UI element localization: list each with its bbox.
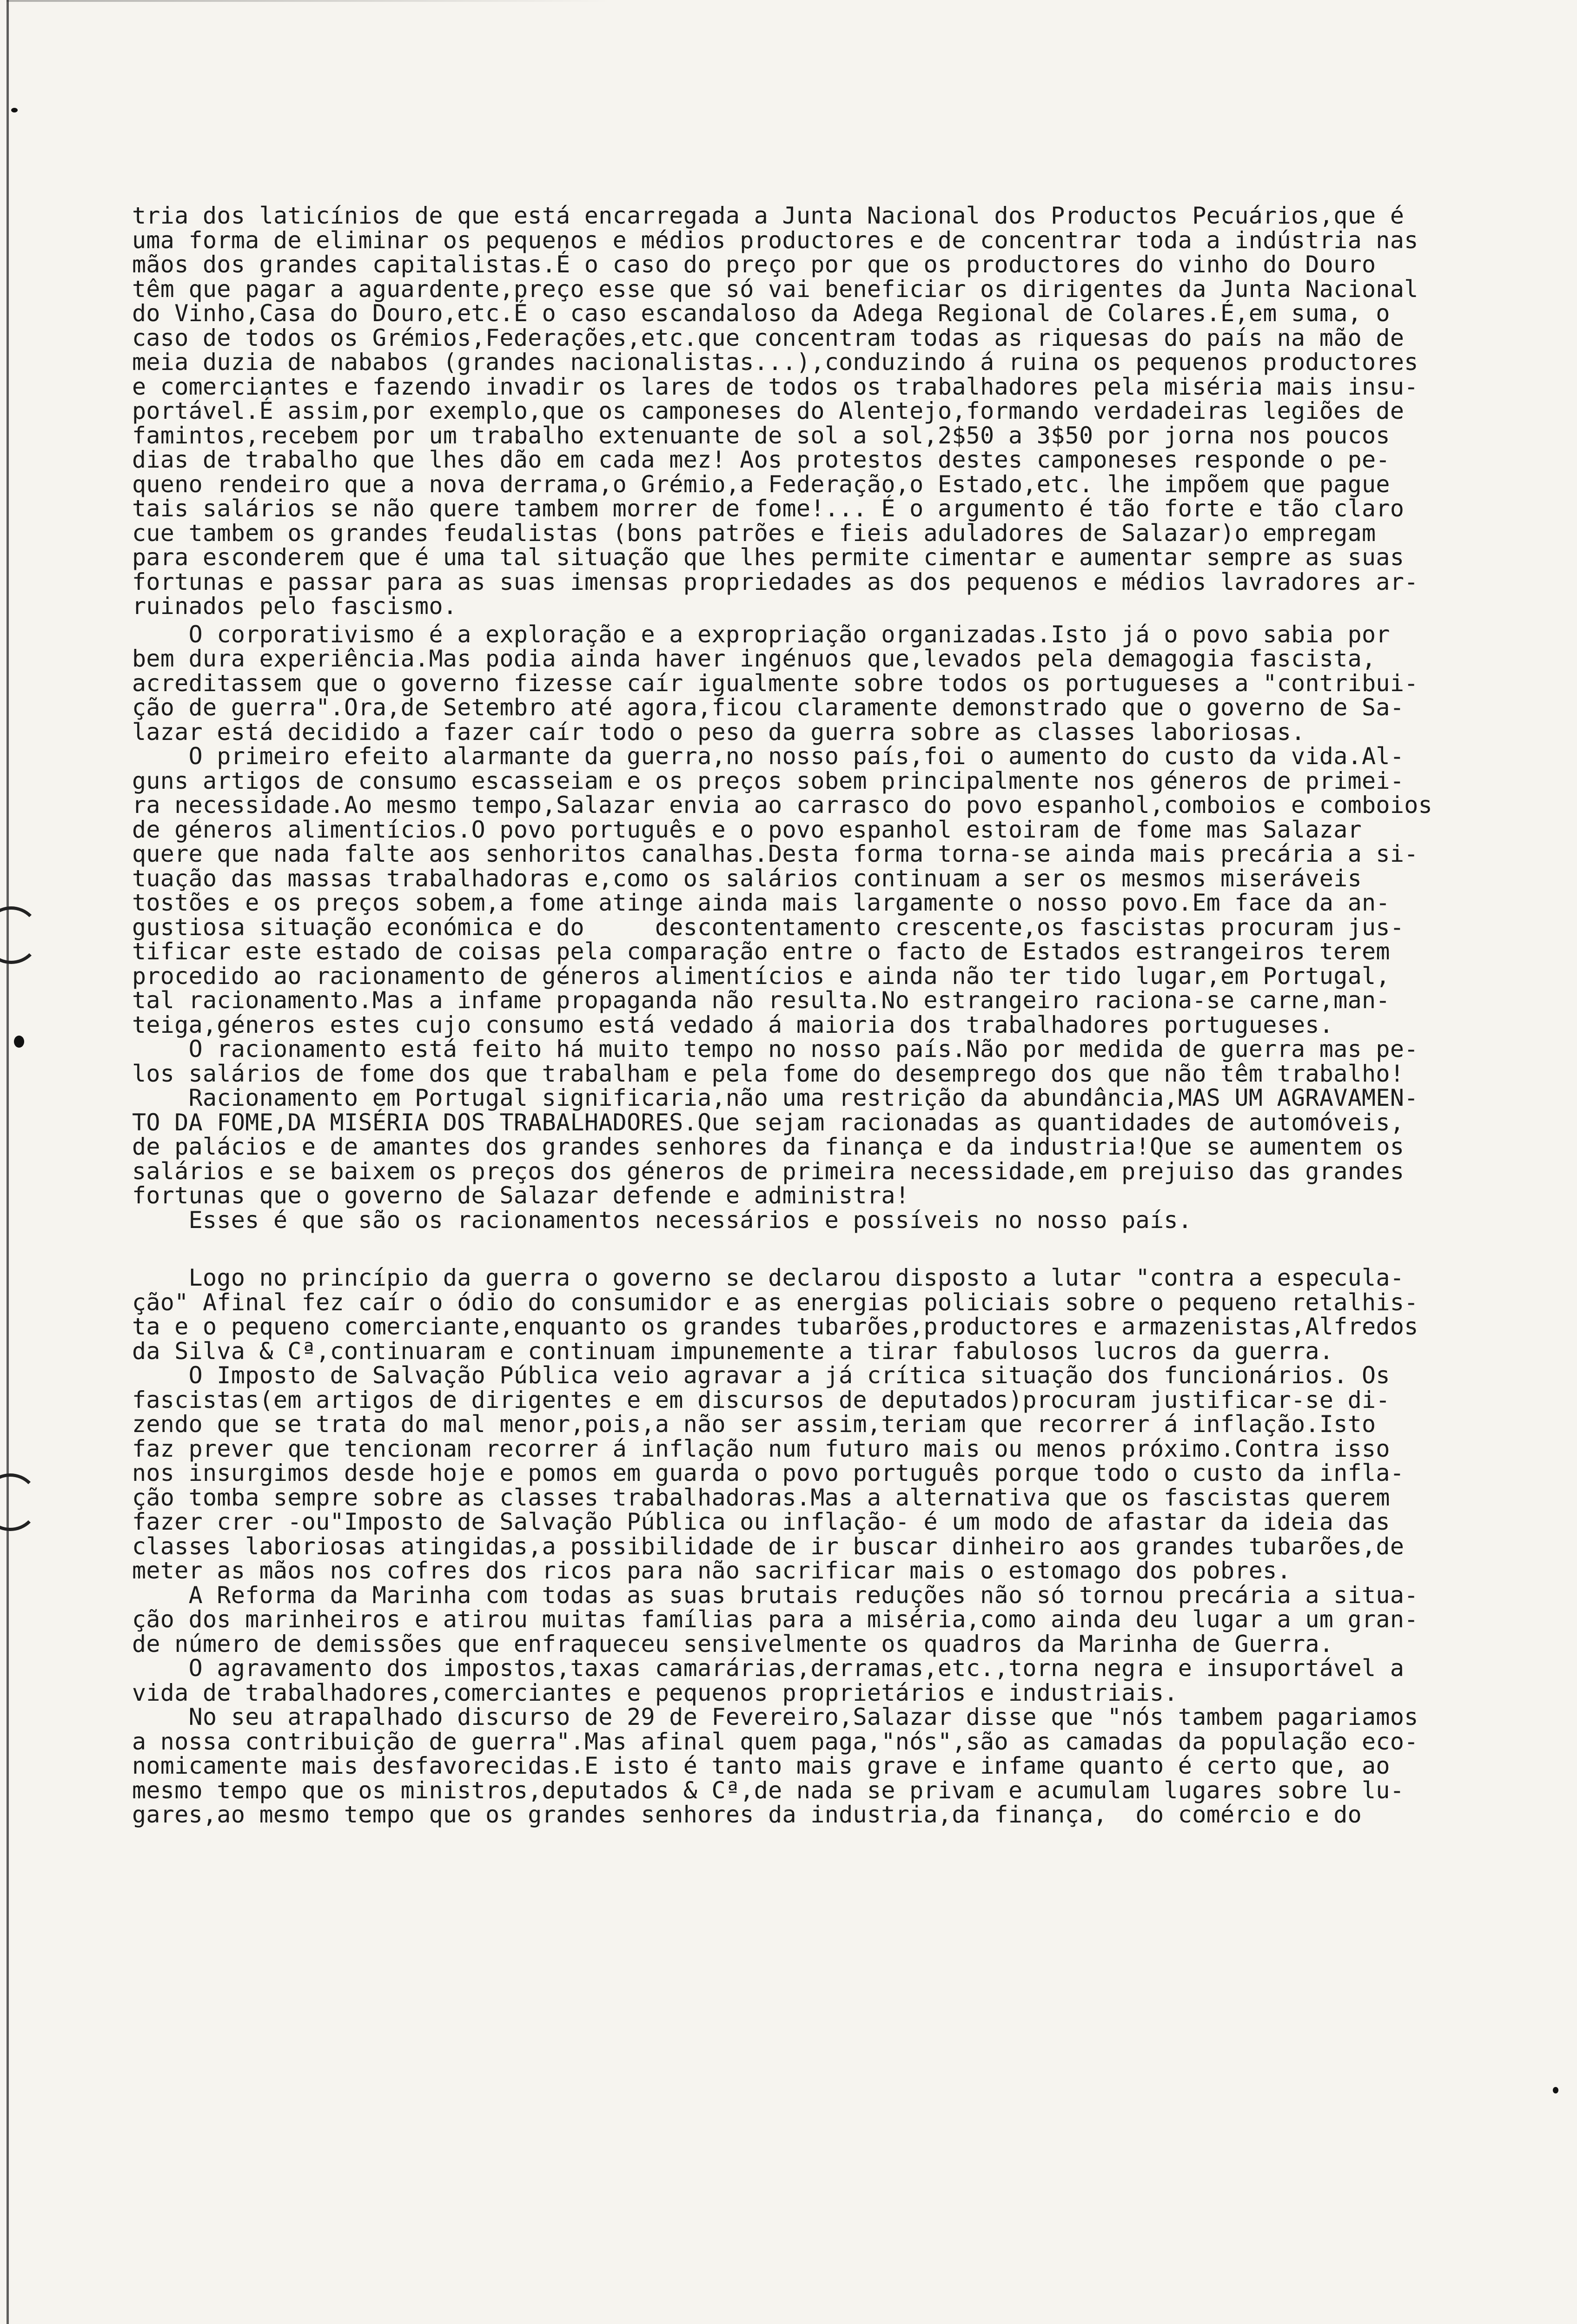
paragraph	[132, 1363, 1525, 1583]
text-line: e comerciantes e fazendo invadir os lares de todos os trabalhadores pela miséria mais insu-	[132, 373, 1418, 400]
paragraph	[132, 1583, 1525, 1657]
text-line: para esconderem que é uma tal situação que lhes permite cimentar e aumentar sempre as suas	[132, 544, 1405, 571]
text-line: de número de demissões que enfraqueceu sensivelmente os quadros da Marinha de Guerra.	[132, 1630, 1334, 1657]
text-line: fascistas(em artigos de dirigentes e em discursos de deputados)procuram justificar-se di-	[132, 1386, 1390, 1413]
text-line: a nossa contribuição de guerra".Mas afinal quem paga,"nós",são as camadas da população eco-	[132, 1728, 1418, 1755]
paragraph	[132, 204, 1525, 619]
text-line: No seu atrapalhado discurso de 29 de Fevereiro,Salazar disse que "nós tambem pagariamos	[132, 1703, 1418, 1730]
text-line: gustiosa situação económica e do descontentamento crescente,os fascistas procuram jus-	[132, 913, 1405, 941]
text-line: tais salários se não quere tambem morrer de fome!... É o argumento é tão forte e tão claro	[132, 495, 1405, 522]
punch-hole-mark	[0, 1473, 39, 1531]
text-line: ção de guerra".Ora,de Setembro até agora,ficou claramente demonstrado que o governo de Sa-	[132, 694, 1405, 721]
text-line: teiga,géneros estes cujo consumo está vedado á maioria dos trabalhadores portugueses.	[132, 1011, 1334, 1038]
text-line: mãos dos grandes capitalistas.É o caso do preço por que os productores do vinho do Douro	[132, 251, 1376, 278]
paragraph	[132, 744, 1525, 1037]
paragraph	[132, 1208, 1525, 1233]
text-line: fazer crer -ou"Imposto de Salvação Pública ou inflação- é um modo de afastar da ideia das	[132, 1508, 1390, 1535]
text-line: do Vinho,Casa do Douro,etc.É o caso escandaloso da Adega Regional de Colares.É,em suma, o	[132, 300, 1390, 327]
paragraph	[132, 1266, 1525, 1363]
text-line: O racionamento está feito há muito tempo no nosso país.Não por medida de guerra mas pe-	[132, 1036, 1418, 1063]
text-line: ção" Afinal fez caír o ódio do consumidor e as energias policiais sobre o pequeno retalhis-	[132, 1288, 1418, 1316]
text-line: queno rendeiro que a nova derrama,o Grémio,a Federação,o Estado,etc. lhe impõem que pague	[132, 470, 1390, 498]
page-left-edge	[7, 0, 9, 2324]
text-line: O Imposto de Salvação Pública veio agravar a já crítica situação dos funcionários. Os	[132, 1362, 1390, 1389]
paragraph	[132, 622, 1525, 745]
text-line: O primeiro efeito alarmante da guerra,no nosso país,foi o aumento do custo da vida.Al-	[132, 743, 1405, 770]
text-line: meter as mãos nos cofres dos ricos para não sacrificar mais o estomago dos pobres.	[132, 1557, 1292, 1584]
ink-spot	[14, 1036, 24, 1048]
text-line: tria dos laticínios de que está encarregada a Junta Nacional dos Productos Pecuários,que é	[132, 202, 1405, 229]
text-line: tostões e os preços sobem,a fome atinge ainda mais largamente o nosso povo.Em face da an-	[132, 889, 1390, 916]
text-line: los salários de fome dos que trabalham e pela fome do desemprego dos que não têm trabalho!	[132, 1060, 1405, 1087]
text-line: de palácios e de amantes dos grandes senhores da finança e da industria!Que se aumentem os	[132, 1133, 1405, 1160]
text-line: gares,ao mesmo tempo que os grandes senhores da industria,da finança, do comércio e do	[132, 1801, 1362, 1828]
text-line: têm que pagar a aguardente,preço esse que só vai beneficiar os dirigentes da Junta Nacional	[132, 275, 1418, 303]
ink-spot	[1553, 2087, 1558, 2093]
text-line: ra necessidade.Ao mesmo tempo,Salazar envia ao carrasco do povo espanhol,comboios e comboios	[132, 792, 1433, 819]
text-line: lazar está decidido a fazer caír todo o peso da guerra sobre as classes laboriosas.	[132, 718, 1305, 746]
text-line: quere que nada falte aos senhoritos canalhas.Desta forma torna-se ainda mais precária a si-	[132, 840, 1418, 867]
text-line: tificar este estado de coisas pela comparação entre o facto de Estados estrangeiros terem	[132, 938, 1390, 965]
text-line: classes laboriosas atingidas,a possibilidade de ir buscar dinheiro aos grandes tubarões,de	[132, 1532, 1405, 1560]
text-line: bem dura experiência.Mas podia ainda haver ingénuos que,levados pela demagogia fascista,	[132, 645, 1376, 672]
text-line: caso de todos os Grémios,Federações,etc.que concentram todas as riquesas do país na mão de	[132, 324, 1405, 351]
text-line: tal racionamento.Mas a infame propaganda não resulta.No estrangeiro raciona-se carne,man-	[132, 987, 1390, 1014]
text-line: acreditassem que o governo fizesse caír igualmente sobre todos os portugueses a "contribui-	[132, 669, 1418, 697]
text-line: A Reforma da Marinha com todas as suas brutais reduções não só tornou precária a situa-	[132, 1581, 1418, 1609]
paragraph	[132, 1086, 1525, 1208]
text-line: salários e se baixem os preços dos géneros de primeira necessidade,em prejuiso das grandes	[132, 1157, 1405, 1185]
text-line: famintos,recebem por um trabalho extenuante de sol a sol,2$50 a 3$50 por jorna nos poucos	[132, 422, 1390, 449]
text-line: TO DA FOME,DA MISÉRIA DOS TRABALHADORES.Que sejam racionadas as quantidades de automóveis,	[132, 1109, 1405, 1136]
text-line: uma forma de eliminar os pequenos e médios productores e de concentrar toda a indústria nas	[132, 226, 1418, 254]
text-line: O corporativismo é a exploração e a expropriação organizadas.Isto já o povo sabia por	[132, 621, 1390, 648]
text-line: fortunas e passar para as suas imensas propriedades as dos pequenos e médios lavradores ar-	[132, 568, 1418, 595]
text-line: zendo que se trata do mal menor,pois,a não ser assim,teriam que recorrer á inflação.Isto	[132, 1411, 1376, 1438]
document-body	[132, 204, 1525, 1827]
punch-hole-mark	[0, 906, 40, 964]
text-line: nos insurgimos desde hoje e pomos em guarda o povo português porque todo o custo da infla-	[132, 1459, 1405, 1486]
text-line: tuação das massas trabalhadoras e,como os salários continuam a ser os mesmos miseráveis	[132, 865, 1362, 892]
text-line: ta e o pequeno comerciante,enquanto os grandes tubarões,productores e armazenistas,Alfredos	[132, 1313, 1418, 1340]
text-line: da Silva & Cª,continuaram e continuam impunemente a tirar fabulosos lucros da guerra.	[132, 1337, 1334, 1365]
text-line: ção dos marinheiros e atirou muitas famílias para a miséria,como ainda deu lugar a um gran-	[132, 1606, 1418, 1633]
text-line: dias de trabalho que lhes dão em cada mez! Aos protestos destes camponeses responde o pe-	[132, 446, 1390, 473]
paragraph	[132, 1705, 1525, 1827]
text-line: de géneros alimentícios.O povo português e o povo espanhol estoiram de fome mas Salazar	[132, 816, 1362, 843]
text-line: ruinados pelo fascismo.	[132, 593, 457, 620]
paragraph	[132, 1656, 1525, 1705]
text-line: procedido ao racionamento de géneros alimentícios e ainda não ter tido lugar,em Portugal,	[132, 962, 1390, 990]
page-top-edge	[7, 0, 611, 2]
text-line: nomicamente mais desfavorecidas.E isto é tanto mais grave e infame quanto é certo que, ao	[132, 1752, 1390, 1779]
text-line: Logo no princípio da guerra o governo se declarou disposto a lutar "contra a especula-	[132, 1264, 1405, 1291]
text-line: Racionamento em Portugal significaria,não uma restrição da abundância,MAS UM AGRAVAMEN-	[132, 1084, 1418, 1111]
text-line: cue tambem os grandes feudalistas (bons patrões e fieis aduladores de Salazar)o empregam	[132, 519, 1376, 547]
paragraph	[132, 1037, 1525, 1086]
text-line: portável.É assim,por exemplo,que os camponeses do Alentejo,formando verdadeiras legiões de	[132, 397, 1405, 424]
text-line: guns artigos de consumo escasseiam e os preços sobem principalmente nos géneros de primei-	[132, 767, 1405, 794]
text-line: O agravamento dos impostos,taxas camarárias,derramas,etc.,torna negra e insuportável a	[132, 1655, 1405, 1682]
text-line: meia duzia de nababos (grandes nacionalistas...),conduzindo á ruina os pequenos productores	[132, 349, 1418, 376]
text-line: vida de trabalhadores,comerciantes e pequenos proprietários e industriais.	[132, 1679, 1178, 1706]
text-line: Esses é que são os racionamentos necessários e possíveis no nosso país.	[132, 1206, 1193, 1234]
text-line: fortunas que o governo de Salazar defende e administra!	[132, 1182, 910, 1209]
text-line: ção tomba sempre sobre as classes trabalhadoras.Mas a alternativa que os fascistas querem	[132, 1484, 1390, 1511]
ink-spot	[11, 108, 18, 112]
text-line: mesmo tempo que os ministros,deputados & Cª,de nada se privam e acumulam lugares sobre lu-	[132, 1776, 1405, 1804]
text-line: faz prever que tencionam recorrer á inflação num futuro mais ou menos próximo.Contra isso	[132, 1435, 1390, 1462]
